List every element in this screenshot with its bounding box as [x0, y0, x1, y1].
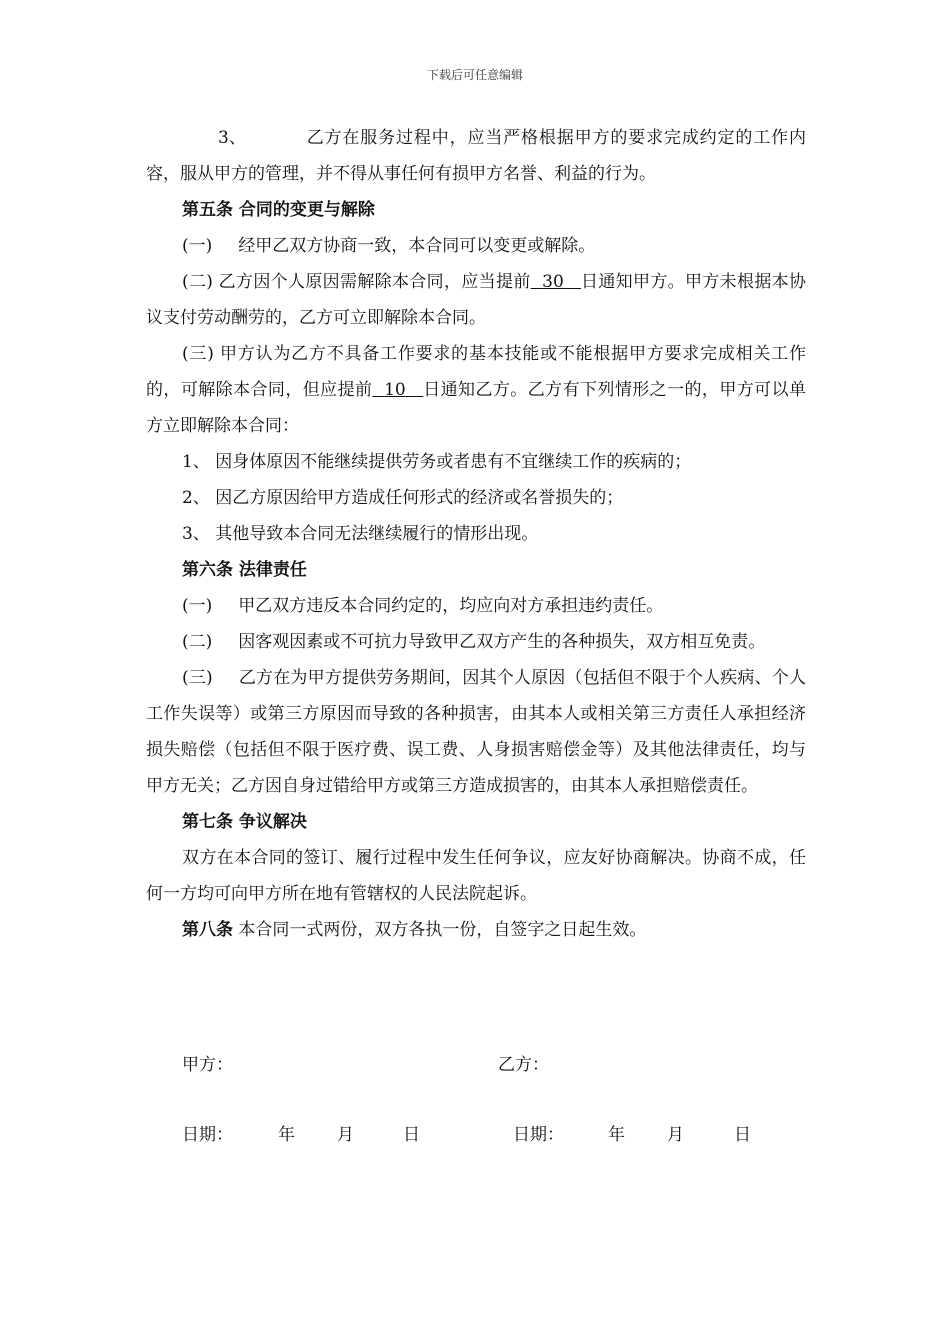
art6-clause-2	[146, 624, 806, 660]
party-b-month: 月	[667, 1125, 684, 1145]
party-b-year: 年	[608, 1125, 625, 1145]
party-a-date-label: 日期：	[182, 1125, 233, 1145]
clause-text: 甲乙双方违反本合同约定的，均应向对方承担违约责任。	[238, 596, 664, 616]
party-b-label: 乙方：	[498, 1055, 549, 1075]
clause-number: (二)	[182, 632, 213, 652]
clause-text: 经甲乙双方协商一致，本合同可以变更或解除。	[238, 236, 596, 256]
clause-text: (二) 乙方因个人原因需解除本合同，应当提前	[182, 272, 531, 292]
art5-clause-2	[146, 264, 806, 336]
clause-text: 日通知乙方。乙方有下列情形之一的，甲方可以单方立即解除本合同：	[146, 380, 807, 436]
item-number: 3、	[218, 128, 246, 148]
party-b-day: 日	[734, 1125, 751, 1145]
document-body	[146, 120, 806, 948]
party-a-month: 月	[337, 1125, 354, 1145]
art7-text: 双方在本合同的签订、履行过程中发生任何争议，应友好协商解决。协商不成，任何一方均可向甲方所在地有管辖权的人民法院起诉。	[146, 848, 806, 904]
article-7-title: 第七条 争议解决	[182, 812, 307, 832]
article-8-text: 本合同一式两份，双方各执一份，自签字之日起生效。	[233, 920, 647, 940]
clause-text: 因客观因素或不可抗力导致甲乙双方产生的各种损失，双方相互免责。	[238, 632, 766, 652]
item-text: 乙方在服务过程中，应当严格根据甲方的要求完成约定的工作内容，服从甲方的管理，并不得从事任何有损甲方名誉、利益的行为。	[146, 128, 806, 184]
notice-days-blank: 30	[542, 272, 564, 292]
clause-text: 乙方在为甲方提供劳务期间，因其个人原因（包括但不限于个人疾病、个人工作失误等）或第三方原因而导致的各种损害，由其本人或相关第三方责任人承担经济损失赔偿（包括但不限于医疗费、误工费、人身损害赔偿金等）及其他法律责任，均与甲方无关；乙方因自身过错给甲方或第三方造成损害的，由其本人承担赔偿责任。	[146, 668, 807, 796]
notice-days-blank: 10	[384, 380, 406, 400]
party-a-year: 年	[278, 1125, 295, 1145]
clause-number: (一)	[182, 236, 213, 256]
list-item: 3、 其他导致本合同无法继续履行的情形出现。	[182, 524, 539, 544]
list-item: 1、 因身体原因不能继续提供劳务或者患有不宜继续工作的疾病的；	[182, 452, 692, 472]
clause-item-3	[146, 120, 806, 192]
art5-clause-1	[146, 228, 806, 264]
party-b-date-label: 日期：	[513, 1125, 564, 1145]
clause-number: (一)	[182, 596, 213, 616]
article-8-title: 第八条	[182, 920, 233, 940]
party-a-day: 日	[403, 1125, 420, 1145]
article-8	[146, 912, 806, 948]
art6-clause-1	[146, 588, 806, 624]
page-header: 下载后可任意编辑	[426, 68, 523, 82]
clause-number: (三)	[182, 668, 213, 688]
clause-text: 日通知甲方。甲方未根据本协议支付劳动酬劳的，乙方可立即解除本合同。	[146, 272, 807, 328]
party-a-label: 甲方：	[182, 1055, 233, 1075]
art5-clause-3	[146, 336, 806, 444]
art6-clause-3	[146, 660, 806, 804]
article-6-title: 第六条 法律责任	[182, 560, 307, 580]
article-5-title: 第五条 合同的变更与解除	[182, 200, 375, 220]
clause-text: (三) 甲方认为乙方不具备工作要求的基本技能或不能根据甲方要求完成相关工作的，可解除本合同，但应提前	[146, 344, 806, 400]
list-item: 2、 因乙方原因给甲方造成任何形式的经济或名誉损失的；	[182, 488, 624, 508]
